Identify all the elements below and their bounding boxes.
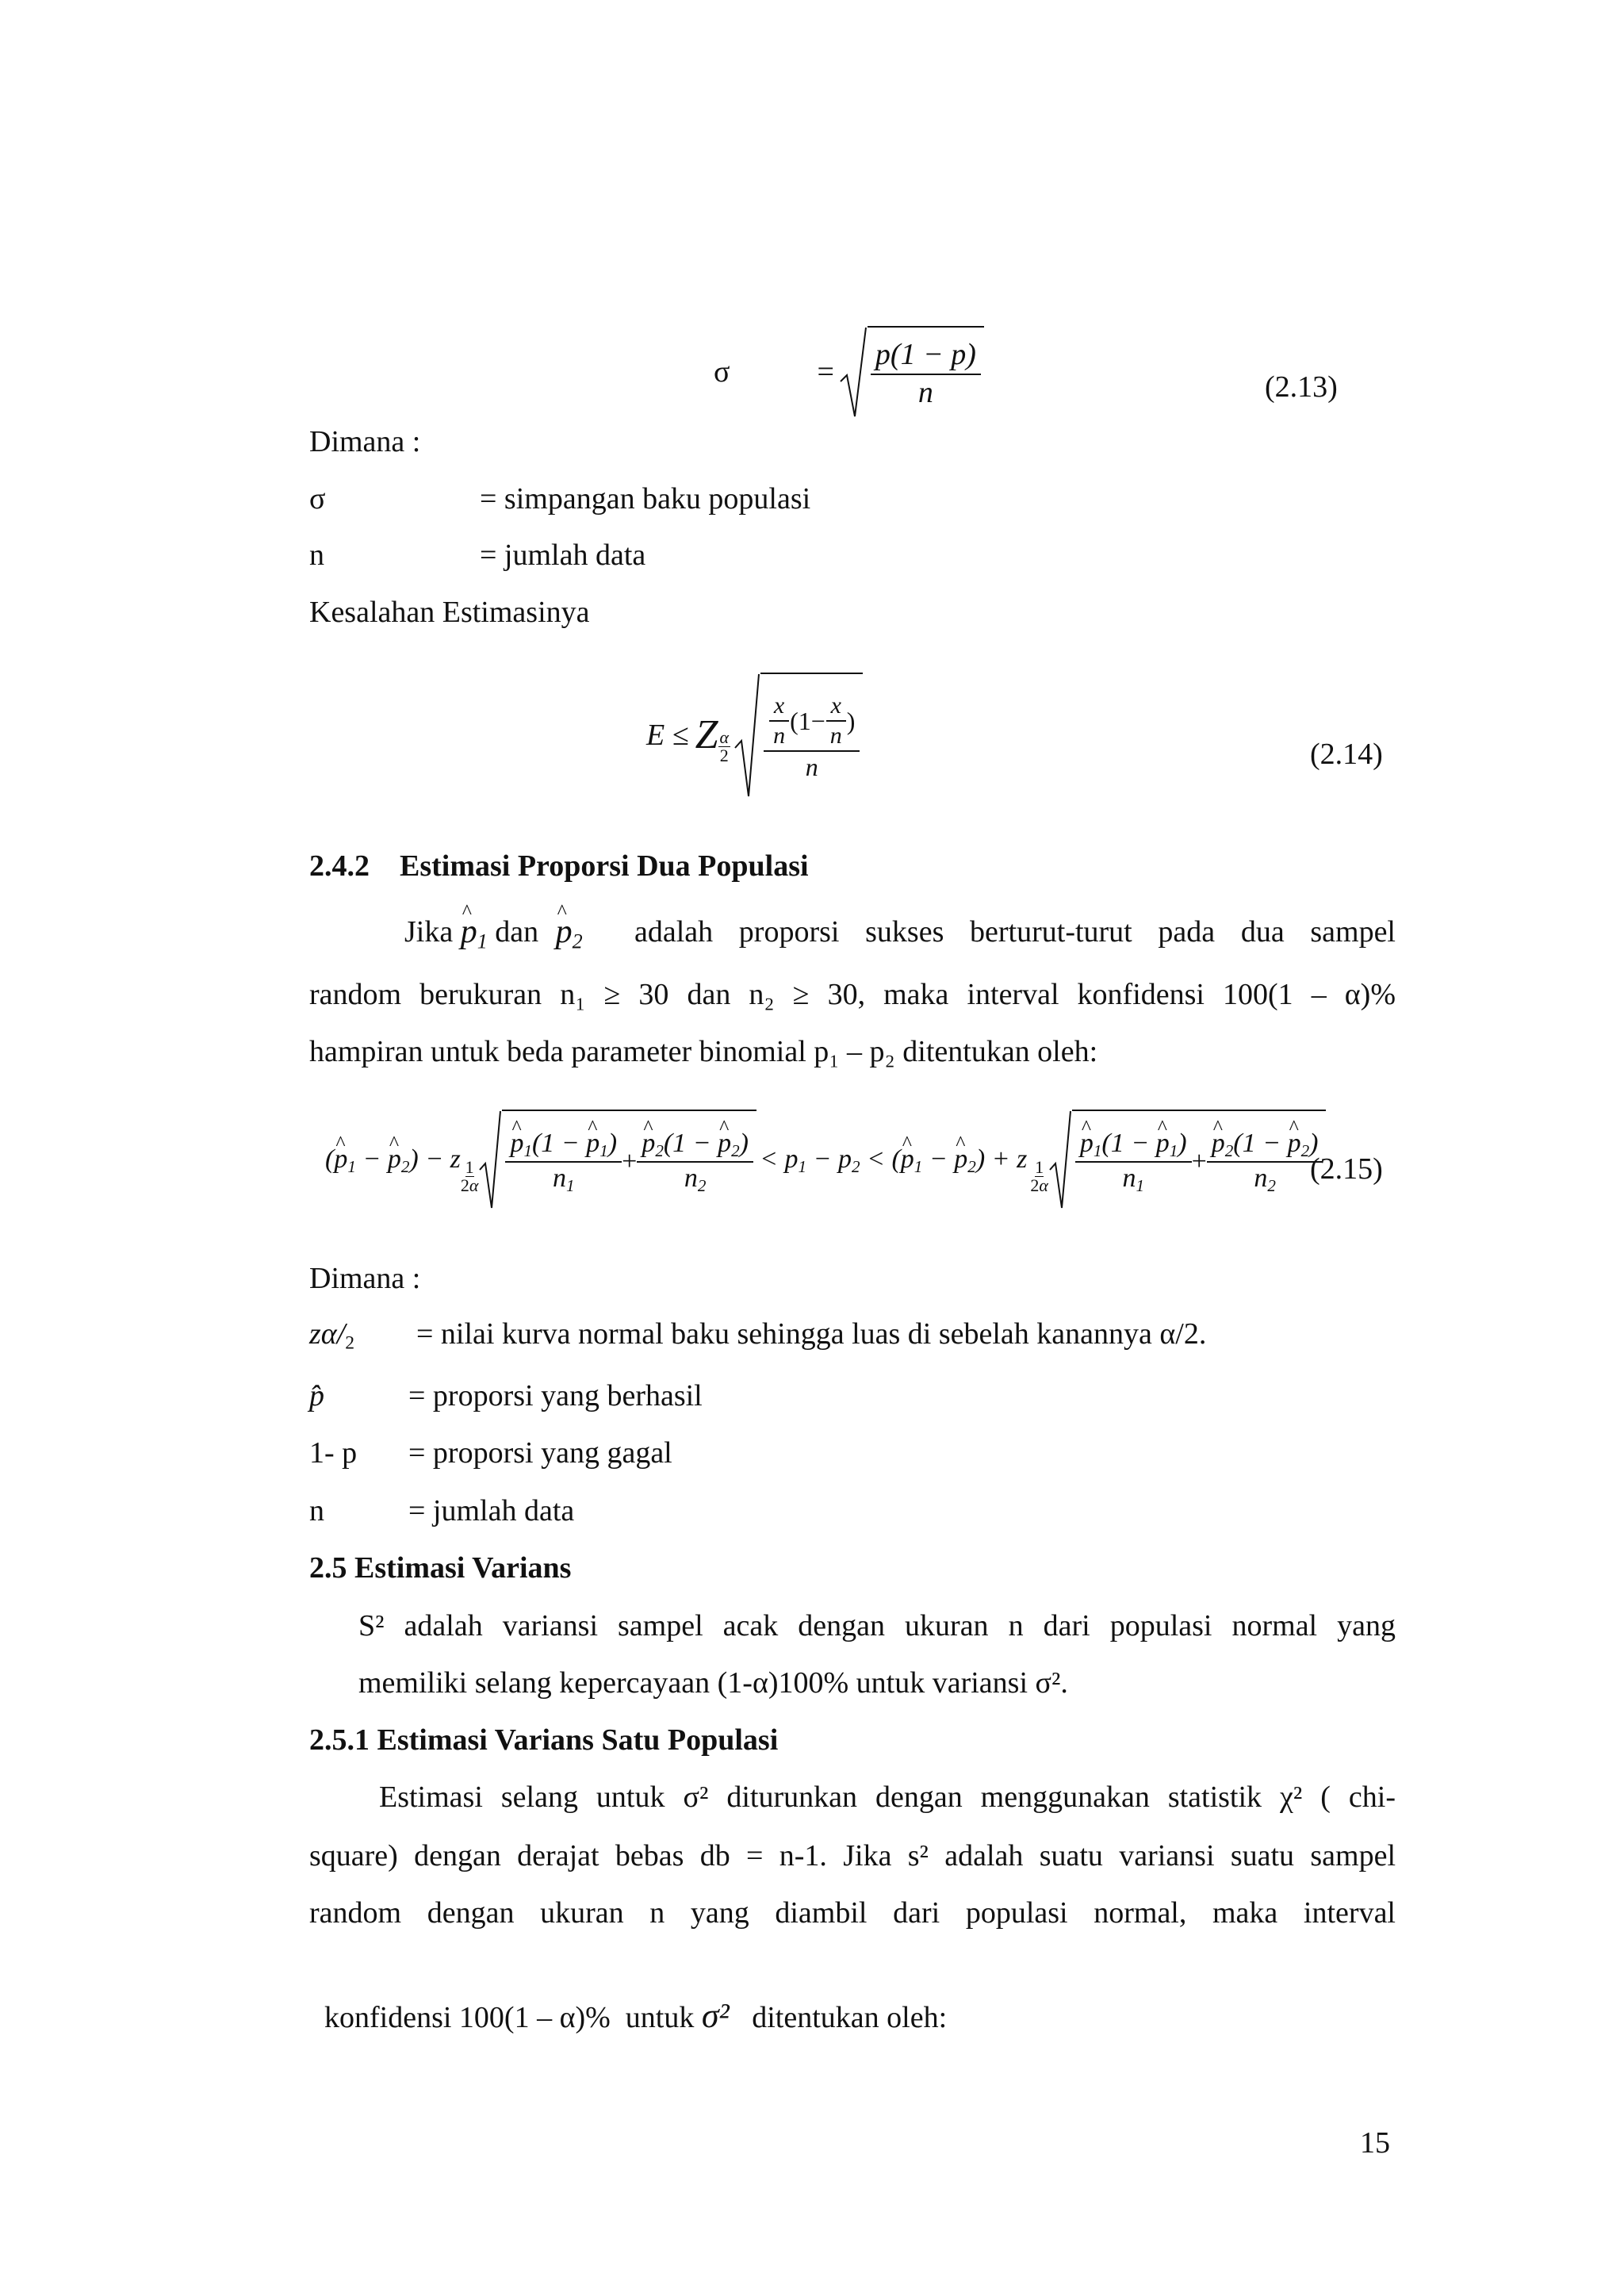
eq213-lhs: σ — [714, 355, 730, 389]
eq215-right-sqrt: ^ $\frac{p_1(1 - \^{} p_1)}{n_1}$ + ^ $\frac{p_2(1 - \^{} p_2)}{n_2}$ — [1048, 1110, 1327, 1211]
section25-para-line1: S² adalah variansi sampel acak dengan ukuran n dari populasi normal yang — [358, 1609, 1396, 1642]
dimana2-desc-0: = nilai kurva normal baku sehingga luas di sebelah kanannya α/2. — [416, 1317, 1207, 1351]
radical-sign-icon — [1048, 1110, 1072, 1211]
eq215-right-z-sub: 1 2α — [1030, 1156, 1048, 1195]
equation-2-13 — [714, 321, 984, 424]
section-2-4-2-heading: 2.4.2 Estimasi Proporsi Dua Populasi — [309, 849, 809, 883]
eq215-left-diff: (^ $p_1$ − ^ $p_2) - z$ — [325, 1144, 461, 1177]
kesalahan-label: Kesalahan Estimasinya — [309, 596, 590, 629]
eq213-equals: = — [817, 355, 834, 389]
eq214-lhs: E ≤ — [646, 718, 689, 752]
eq214-z: Z — [695, 712, 718, 758]
dimana2-desc-1: = proporsi yang berhasil — [408, 1379, 703, 1412]
eq213-numerator: p(1 − p) — [871, 337, 981, 375]
eq215-number: (2.15) — [1310, 1152, 1383, 1186]
sigma-squared-symbol: σ² — [701, 1995, 730, 2035]
radical-sign-icon — [733, 673, 760, 799]
eq214-alpha-over-two: α 2 — [719, 727, 730, 765]
dimana2-desc-2: = proporsi yang gagal — [408, 1436, 672, 1470]
eq215-left-z-sub: 1 2α — [460, 1156, 479, 1195]
equation-2-15 — [325, 1101, 1326, 1220]
dimana1-sym-1: n — [309, 539, 324, 572]
dimana2-sym-2: 1- p — [309, 1436, 358, 1470]
equation-2-14 — [646, 666, 863, 805]
dimana2-desc-3: = jumlah data — [408, 1494, 575, 1527]
dimana2-sym-1: p̂ — [309, 1379, 324, 1412]
section242-line2: random berukuran n₁ ≥ 30 dan n₂ ≥ 30, maka interval konfidensi 100(1 – α)% — [309, 978, 1396, 1011]
section-2-5-heading: 2.5 Estimasi Varians — [309, 1551, 572, 1585]
section242-line3: hampiran untuk beda parameter binomial p₁ – p₂ ditentukan oleh: — [309, 1035, 1098, 1068]
section251-line3: random dengan ukuran n yang diambil dari populasi normal, maka interval — [309, 1896, 1396, 1930]
eq214-number: (2.14) — [1310, 738, 1383, 771]
dimana2-sym-zalpha: $z\alpha/_2$ — [309, 1317, 355, 1354]
section-2-5-1-heading: 2.5.1 Estimasi Varians Satu Populasi — [309, 1723, 779, 1757]
dimana1-desc-1: = jumlah data — [480, 539, 646, 572]
eq215-left-sqrt: ^ $\frac{p_1(1 - \^{} p_1)}{n_1}$ + ^ $\frac{p_2(1 - \^{} p_2)}{n_2}$ — [478, 1110, 756, 1211]
eq214-denominator: n — [805, 753, 818, 782]
dimana2-title: Dimana : — [309, 1262, 421, 1295]
section251-line4: konfidensi 100(1 – α)% untuk σ² ditentukan oleh: — [324, 1995, 948, 2035]
dimana2-sym-3: n — [309, 1494, 324, 1527]
eq214-sqrt — [733, 673, 863, 799]
dimana1-sym-0: σ — [309, 482, 326, 516]
section251-line1: Estimasi selang untuk σ² diturunkan dengan menggunakan statistik χ² ( chi- — [379, 1780, 1396, 1814]
eq213-sqrt — [839, 326, 984, 420]
dimana1-desc-0: = simpangan baku populasi — [480, 482, 811, 516]
p1-hat-symbol: ^ $p_1$ — [461, 912, 488, 954]
radical-sign-icon — [839, 326, 868, 420]
section242-line1: Jika ^ $p_1$ dan ^ $p_2$ adalah proporsi sukses berturut-turut pada dua sampel — [404, 912, 1396, 954]
section251-line2: square) dengan derajat bebas db = n-1. Jika s² adalah suatu variansi suatu sampel — [309, 1839, 1396, 1872]
eq213-denominator: n — [917, 376, 933, 409]
dimana1-title: Dimana : — [309, 425, 421, 458]
page-number: 15 — [1360, 2126, 1390, 2160]
eq215-middle: < $p_1 - p_2$ < (^ $p_1$ − ^ $p_2) + z$ — [760, 1144, 1027, 1177]
p2-hat-symbol: ^ $p_2$ — [556, 912, 583, 954]
eq214-numerator: $\frac{x}{n}$ (1− $\frac{x}{n}$ ) — [764, 692, 860, 752]
section25-para-line2: memiliki selang kepercayaan (1-α)100% untuk variansi σ². — [358, 1666, 1068, 1700]
eq213-number: (2.13) — [1265, 370, 1338, 404]
radical-sign-icon — [478, 1110, 502, 1211]
